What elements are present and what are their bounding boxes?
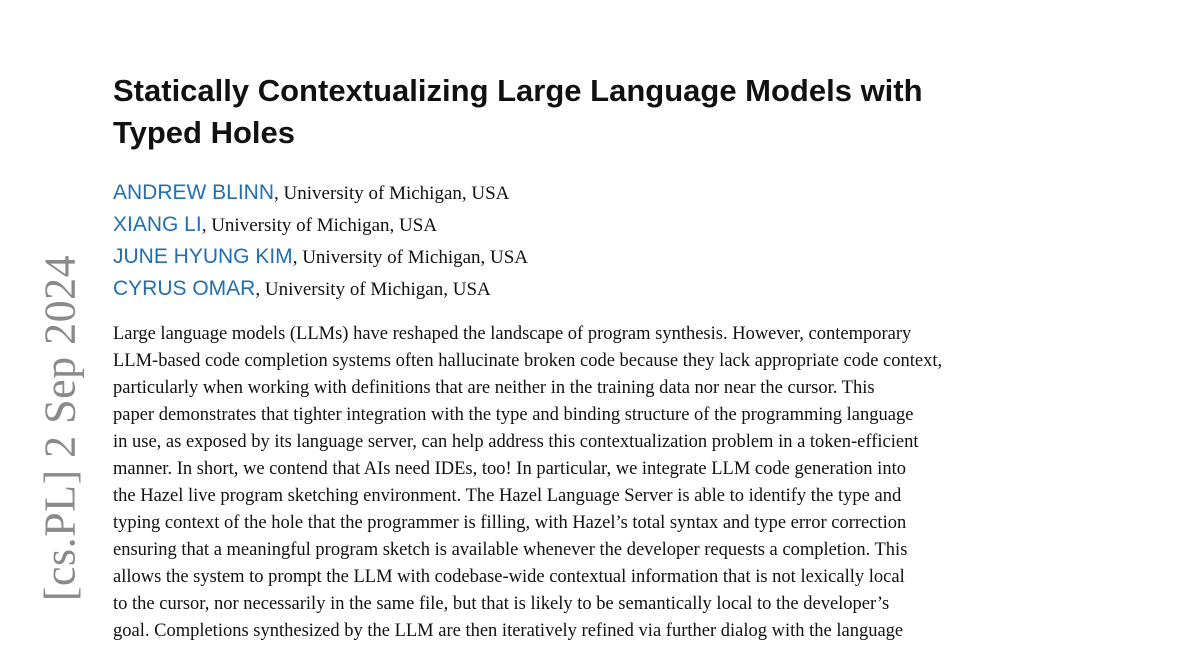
abstract-line: paper demonstrates that tighter integration with the type and binding structure of the programming language xyxy=(113,405,914,425)
arxiv-side-stamp xyxy=(30,0,90,648)
author-entry xyxy=(113,273,1013,305)
abstract-line: typing context of the hole that the programmer is filling, with Hazel’s total syntax and type error correction xyxy=(113,513,907,533)
author-name: JUNE HYUNG KIM xyxy=(113,245,293,268)
author-name: XIANG LI xyxy=(113,213,202,236)
abstract-line: Large language models (LLMs) have reshaped the landscape of program synthesis. However, contemporary xyxy=(113,324,912,344)
author-affiliation: , University of Michigan, USA xyxy=(255,279,491,300)
abstract-line: ensuring that a meaningful program sketch is available whenever the developer requests a completion. This xyxy=(113,540,908,560)
author-name: ANDREW BLINN xyxy=(113,181,275,204)
author-affiliation: , University of Michigan, USA xyxy=(274,183,510,204)
author-entry xyxy=(113,209,1013,241)
author-affiliation: , University of Michigan, USA xyxy=(201,215,438,236)
author-list xyxy=(113,177,1013,305)
author-name: CYRUS OMAR xyxy=(113,277,256,300)
abstract-line: goal. Completions synthesized by the LLM are then iteratively refined via further dialog with the language xyxy=(113,621,904,641)
title-line: Statically Contextualizing Large Language Models with xyxy=(113,73,923,108)
abstract-line: manner. In short, we contend that AIs need IDEs, too! In particular, we integrate LLM code generation into xyxy=(113,459,906,479)
arxiv-stamp-text: [cs.PL] 2 Sep 2024 xyxy=(35,254,85,602)
author-affiliation: , University of Michigan, USA xyxy=(292,247,529,268)
author-entry xyxy=(113,241,1013,273)
abstract-line: the Hazel live program sketching environment. The Hazel Language Server is able to identify the type and xyxy=(113,486,902,506)
abstract-line: in use, as exposed by its language server, can help address this contextualization problem in a token-efficient xyxy=(113,432,919,452)
abstract-line: allows the system to prompt the LLM with codebase-wide contextual information that is not lexically local xyxy=(113,567,905,587)
author-entry xyxy=(113,177,1013,209)
abstract-line: particularly when working with definitions that are neither in the training data nor near the cursor. This xyxy=(113,378,875,398)
title-line: Typed Holes xyxy=(113,115,296,150)
paper-title xyxy=(113,70,1073,154)
abstract-paragraph xyxy=(113,321,1093,645)
abstract-line: to the cursor, nor necessarily in the same file, but that is likely to be semantically local to the developer’s xyxy=(113,594,890,614)
abstract-line: LLM-based code completion systems often hallucinate broken code because they lack appropriate code context, xyxy=(113,351,943,371)
